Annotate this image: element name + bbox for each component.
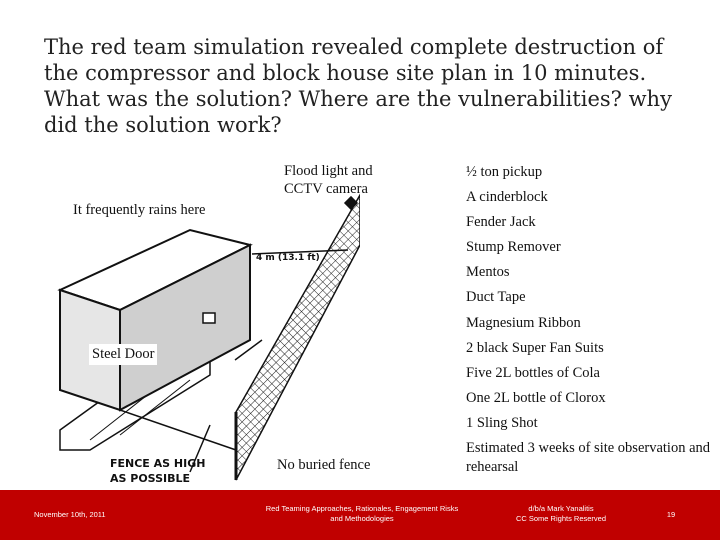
list-item: 2 black Super Fan Suits [466, 339, 604, 356]
footer-bar [0, 490, 720, 540]
list-item: One 2L bottle of Clorox [466, 389, 606, 406]
fence-note-line1: FENCE AS HIGH [110, 457, 206, 470]
vent-box [203, 313, 215, 323]
list-item: Duct Tape [466, 289, 526, 306]
list-item: Estimated 3 weeks of site observation and rehearsal [466, 440, 711, 476]
list-item: ½ ton pickup [466, 164, 543, 180]
footer-author: d/b/a Mark Yanalitis CC Some Rights Reserved [515, 504, 607, 523]
flood-light-label: Flood light and CCTV camera [284, 163, 373, 197]
list-item: 1 Sling Shot [466, 414, 538, 431]
footer-topic: Red Teaming Approaches, Rationales, Engagement Risks and Methodologies [265, 504, 459, 523]
list-item: A cinderblock [466, 189, 548, 206]
list-item: Fender Jack [466, 214, 536, 231]
list-item: Stump Remover [466, 239, 561, 256]
footer-date: November 10th, 2011 [34, 510, 106, 519]
chain-link-fence [236, 195, 360, 480]
fence-note-line2: AS POSSIBLE [110, 472, 191, 485]
distance-label: 4 m (13.1 ft) [256, 253, 320, 263]
list-item: Magnesium Ribbon [466, 314, 581, 331]
rain-label: It frequently rains here [73, 202, 206, 218]
buried-fence-label: No buried fence [277, 457, 371, 473]
list-item: Mentos [466, 264, 510, 281]
solution-item-list [466, 160, 716, 477]
slide-title: The red team simulation revealed complete destruction of the compressor and block house site plan in 10 minutes. What was the solution? Where are the vulnerabilities? why did the solution work? [44, 35, 672, 137]
page-number: 19 [666, 510, 676, 519]
list-item: Five 2L bottles of Cola [466, 364, 600, 381]
steel-door-label: Steel Door [89, 344, 157, 365]
